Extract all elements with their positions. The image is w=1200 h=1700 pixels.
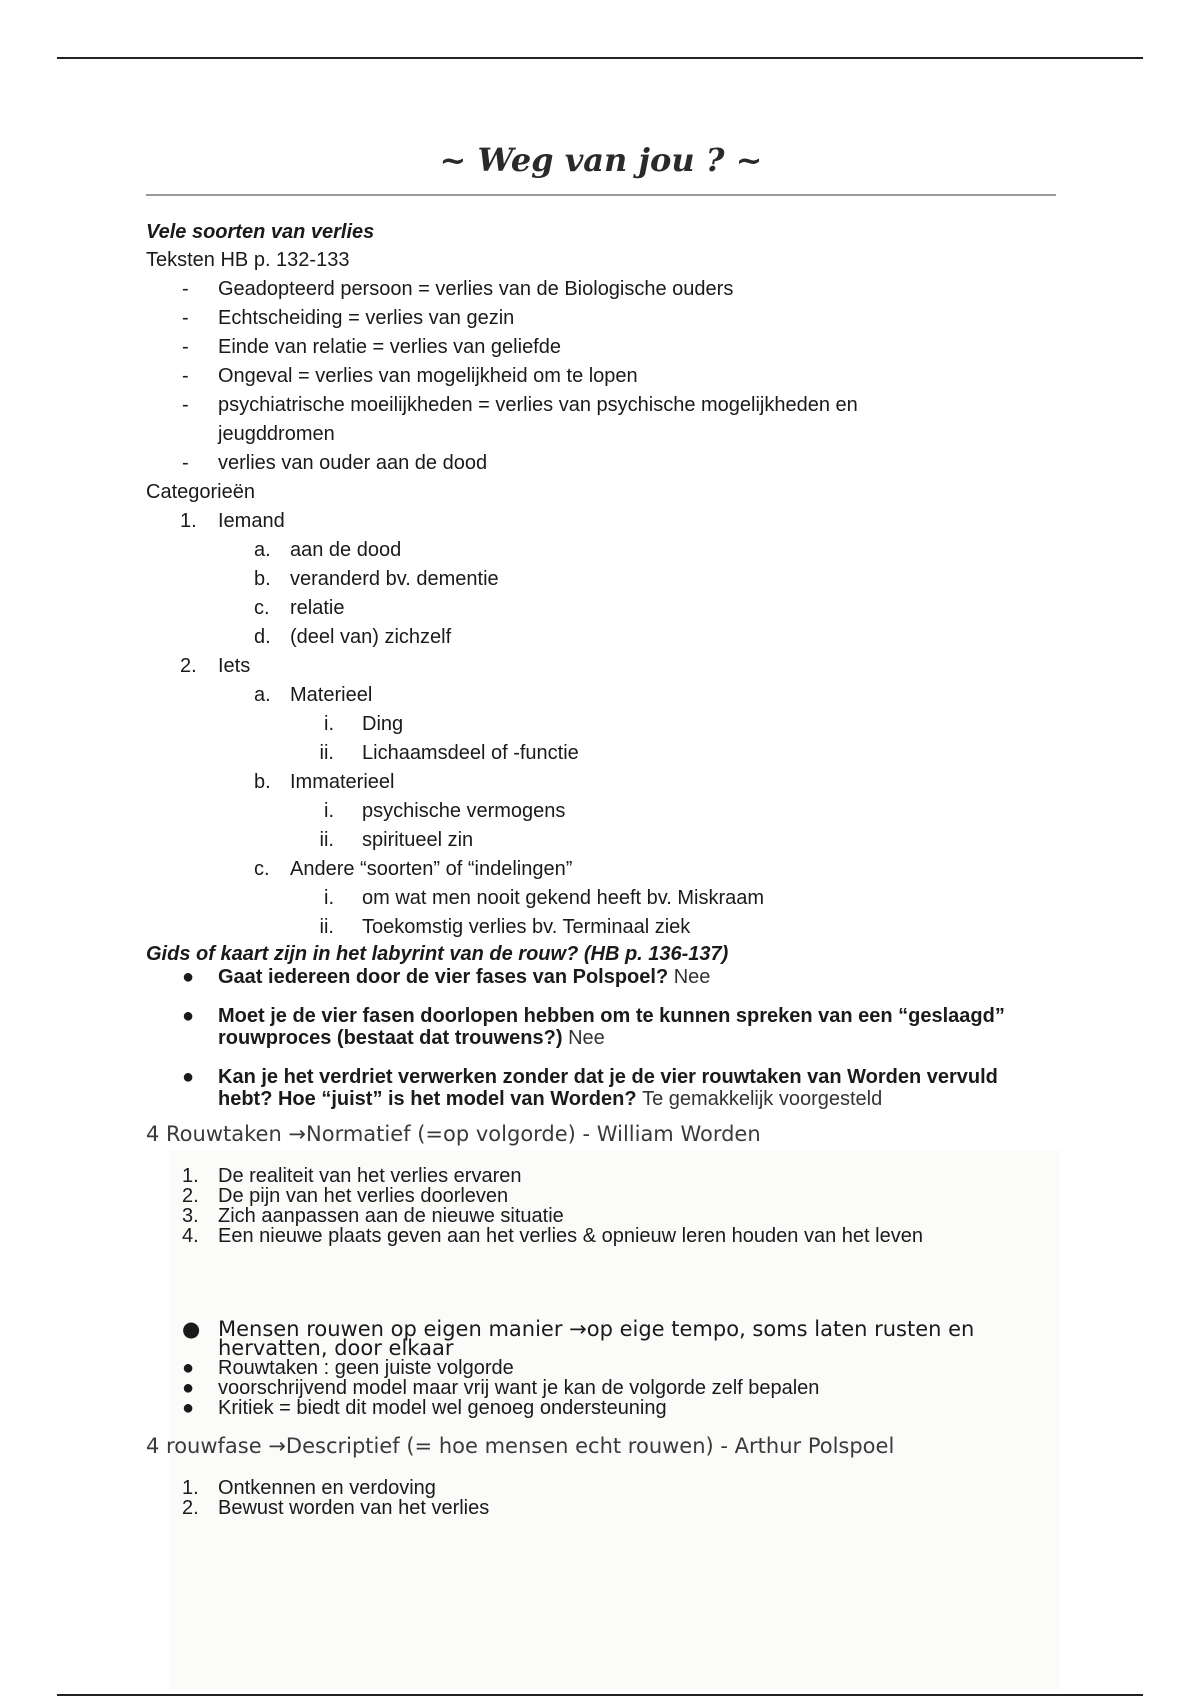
section-heading-rouwfase: 4 rouwfase →Descriptief (= hoe mensen echt rouwen) - Arthur Polspoel	[146, 1434, 895, 1458]
list-item: 2. Iets	[180, 655, 251, 677]
iets-sublist-c	[146, 855, 1056, 884]
list-item: 1. De realiteit van het verlies ervaren	[182, 1165, 522, 1187]
list-item: - Einde van relatie = verlies van geliefde	[182, 336, 561, 358]
section-heading-gids: Gids of kaart zijn in het labyrint van de rouw? (HB p. 136-137)	[146, 943, 729, 965]
immaterieel-sublist	[146, 797, 1056, 855]
list-item: b. Immaterieel	[254, 771, 395, 793]
list-item: - Echtscheiding = verlies van gezin	[182, 307, 515, 329]
list-item: - psychiatrische moeilijkheden = verlies van psychische mogelijkheden en	[182, 394, 858, 416]
list-item: 1. Ontkennen en verdoving	[182, 1477, 436, 1499]
loss-examples-list	[146, 275, 1056, 478]
iets-sublist-a	[146, 681, 1056, 710]
rouwfase-list	[146, 1478, 1056, 1518]
list-item-continuation: jeugddromen	[218, 423, 335, 445]
title-underline	[146, 194, 1056, 196]
questions-list	[146, 966, 1056, 1110]
section-heading-verlies: Vele soorten van verlies	[146, 221, 375, 243]
categories-list-2	[146, 652, 1056, 681]
rouwtaken-list	[146, 1166, 1056, 1246]
materieel-sublist	[146, 710, 1056, 768]
page-bottom-rule	[57, 1694, 1143, 1696]
list-item: c. Andere “soorten” of “indelingen”	[254, 858, 573, 880]
iets-sublist-b	[146, 768, 1056, 797]
andere-sublist	[146, 884, 1056, 942]
categories-label: Categorieën	[146, 481, 255, 503]
list-item: ii. spiritueel zin	[319, 829, 474, 851]
page-top-rule	[57, 57, 1143, 59]
list-item: ● Kritiek = biedt dit model wel genoeg ondersteuning	[182, 1397, 667, 1419]
list-item: 1. Iemand	[180, 510, 285, 532]
question-item: ● Moet je de vier fasen doorlopen hebben om te kunnen spreken van een “geslaagd” rouwproces (bestaat dat trouwens?) Nee	[182, 1005, 1005, 1049]
list-item: 3. Zich aanpassen aan de nieuwe situatie	[182, 1205, 564, 1227]
list-item: - Ongeval = verlies van mogelijkheid om te lopen	[182, 365, 638, 387]
document-page	[146, 140, 1056, 1518]
iemand-sublist	[146, 536, 1056, 652]
list-item: b. veranderd bv. dementie	[254, 568, 499, 590]
section-heading-rouwtaken: 4 Rouwtaken →Normatief (=op volgorde) - William Worden	[146, 1122, 761, 1146]
list-item: - Geadopteerd persoon = verlies van de Biologische ouders	[182, 278, 734, 300]
list-item: ● Rouwtaken : geen juiste volgorde	[182, 1357, 514, 1379]
page-title: ~ Weg van jou ? ~	[439, 141, 763, 179]
list-item: 2. De pijn van het verlies doorleven	[182, 1185, 509, 1207]
list-item: ii. Lichaamsdeel of -functie	[319, 742, 579, 764]
source-reference: Teksten HB p. 132-133	[146, 249, 350, 271]
list-item: i. psychische vermogens	[324, 800, 566, 822]
list-item: a. aan de dood	[254, 539, 402, 561]
list-item: ● Mensen rouwen op eigen manier →op eige tempo, soms laten rusten en hervatten, door elkaar	[182, 1317, 975, 1360]
list-item: - verlies van ouder aan de dood	[182, 452, 488, 474]
list-item: ● voorschrijvend model maar vrij want je kan de volgorde zelf bepalen	[182, 1377, 820, 1399]
list-item: d. (deel van) zichzelf	[254, 626, 452, 648]
rouwtaken-notes	[146, 1318, 1056, 1418]
question-item: ● Kan je het verdriet verwerken zonder dat je de vier rouwtaken van Worden vervuld hebt? Hoe “juist” is het model van Worden? Te gemakkelijk voorgesteld	[182, 1066, 998, 1110]
list-item: c. relatie	[254, 597, 345, 619]
categories-list	[146, 507, 1056, 536]
list-item: ii. Toekomstig verlies bv. Terminaal ziek	[319, 916, 691, 938]
list-item: 4. Een nieuwe plaats geven aan het verlies & opnieuw leren houden van het leven	[182, 1225, 923, 1247]
question-item: ● Gaat iedereen door de vier fases van Polspoel? Nee	[182, 966, 711, 988]
list-item: 2. Bewust worden van het verlies	[182, 1497, 490, 1519]
list-item: i. om wat men nooit gekend heeft bv. Miskraam	[324, 887, 765, 909]
list-item: i. Ding	[324, 713, 404, 735]
list-item: a. Materieel	[254, 684, 373, 706]
